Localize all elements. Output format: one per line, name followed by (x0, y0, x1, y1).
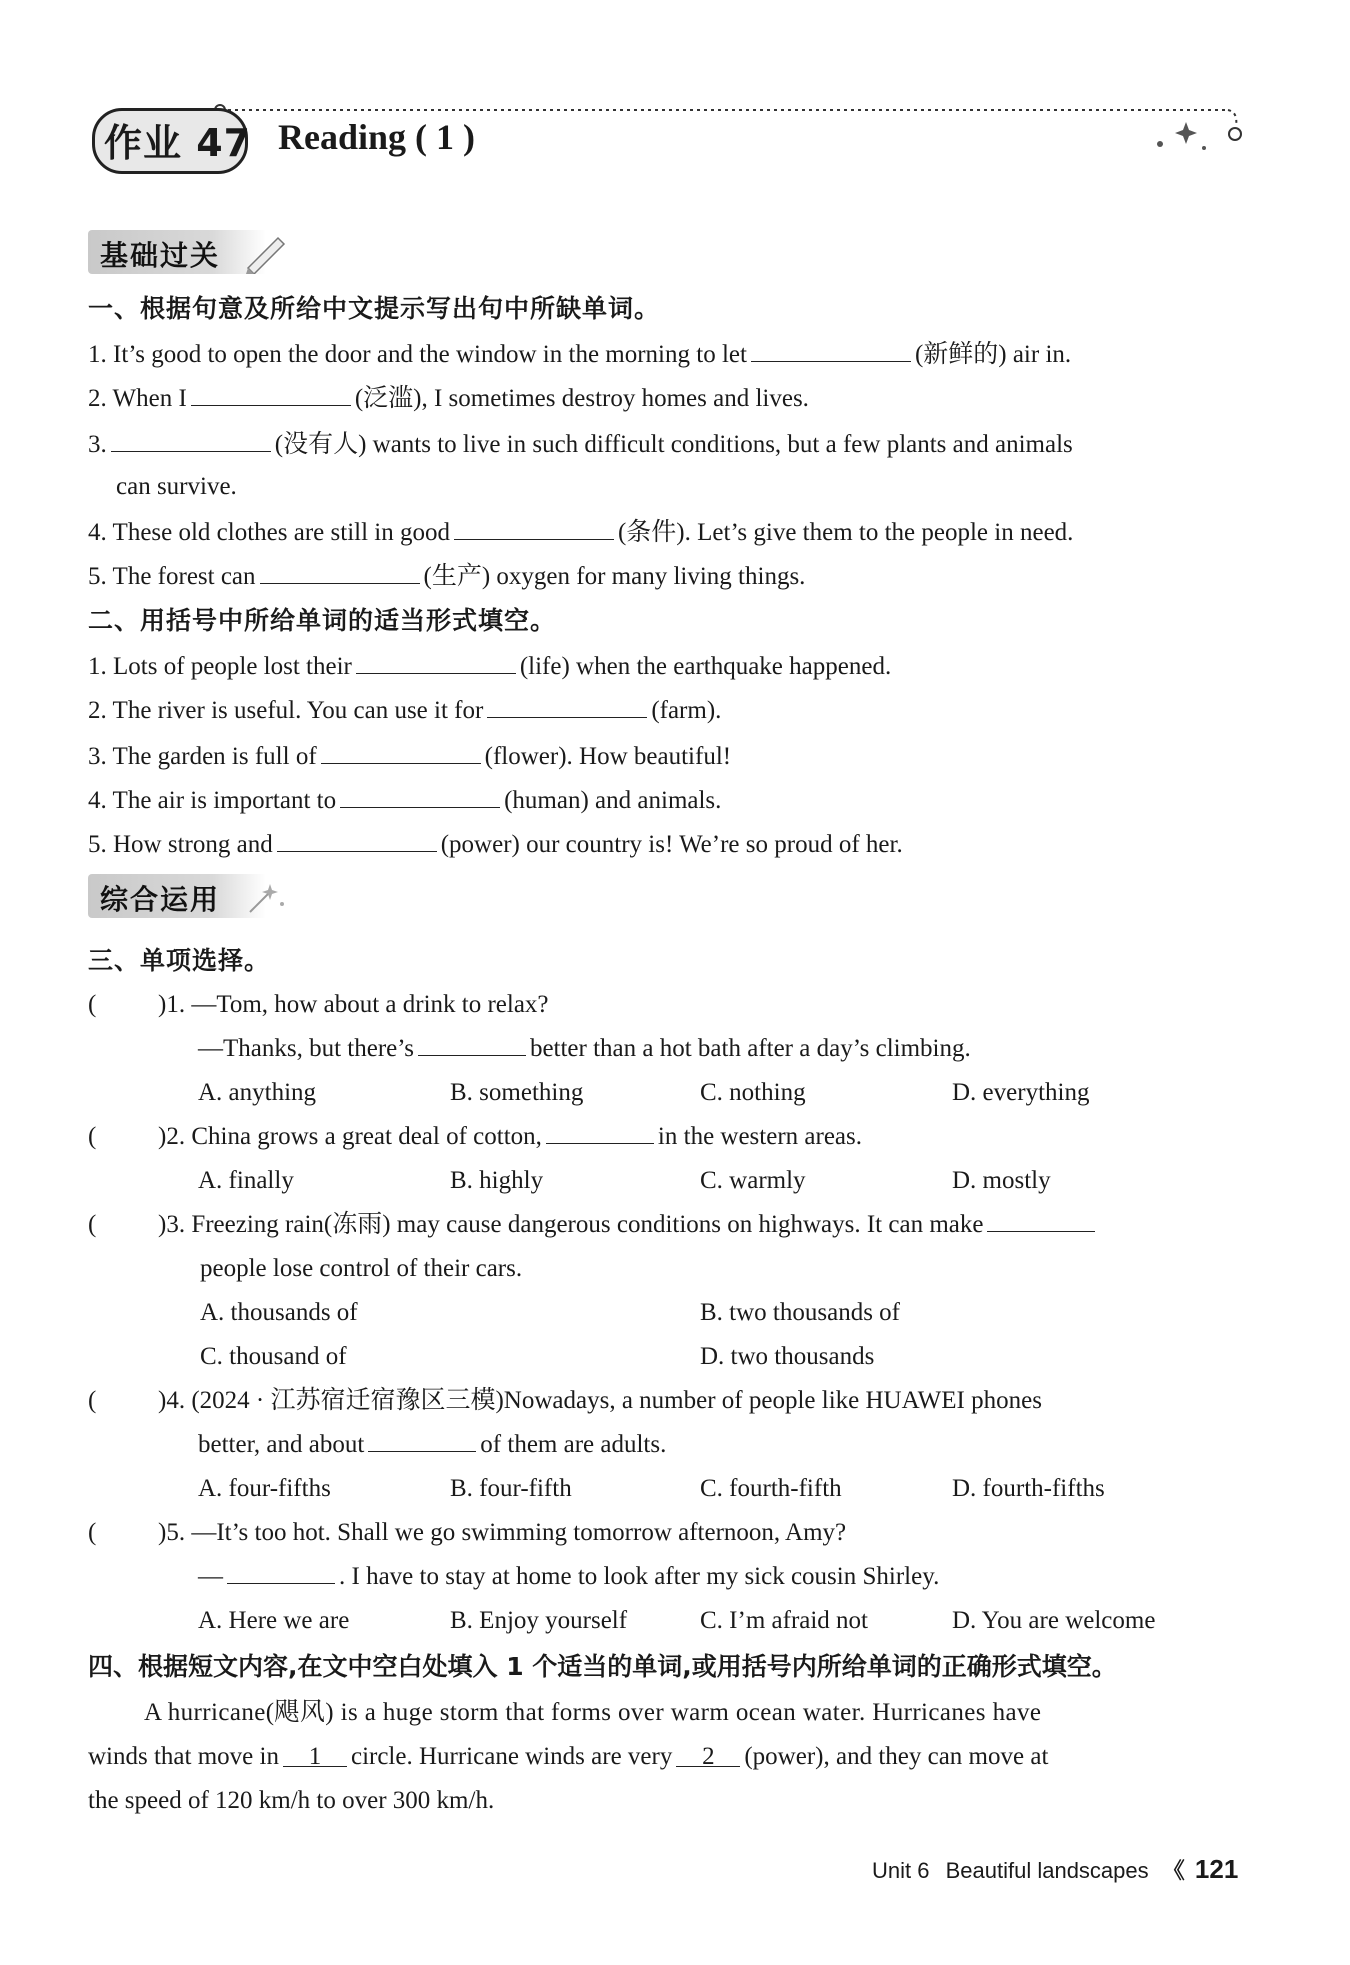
part1-heading: 一、根据句意及所给中文提示写出句中所缺单词。 (88, 294, 661, 323)
footer (872, 1854, 1238, 1885)
answer-paren[interactable]: ( (88, 1519, 97, 1546)
option-d[interactable]: D. two thousands (700, 1343, 875, 1370)
answer-blank[interactable] (277, 829, 437, 852)
part3-heading: 三、单项选择。 (88, 946, 271, 975)
mc-q5-stem2: — . I have to stay at home to look after my sick cousin Shirley. (198, 1563, 940, 1590)
answer-blank[interactable] (260, 561, 420, 584)
answer-paren[interactable]: ( (88, 1211, 97, 1238)
answer-blank[interactable] (368, 1429, 476, 1452)
answer-blank[interactable] (191, 383, 351, 406)
answer-blank[interactable] (751, 339, 911, 362)
option-a[interactable]: A. thousands of (200, 1299, 358, 1326)
option-d[interactable]: D. everything (952, 1079, 1090, 1106)
mc-q1-stem: )1. —Tom, how about a drink to relax? (158, 991, 549, 1018)
question-1-2: 2. When I (泛滥), I sometimes destroy homes and lives. (88, 385, 809, 412)
question-1-1: 1. It’s good to open the door and the window in the morning to let (新鲜的) air in. (88, 341, 1072, 368)
answer-blank[interactable] (227, 1561, 335, 1584)
question-1-5: 5. The forest can (生产) oxygen for many living things. (88, 563, 806, 590)
passage-blank-1[interactable]: 1 (283, 1740, 347, 1767)
footer-title: Beautiful landscapes (945, 1858, 1149, 1883)
page-title: Reading ( 1 ) (278, 117, 475, 157)
double-chevron-left-icon: 《 (1162, 1858, 1185, 1883)
option-b[interactable]: B. something (450, 1079, 584, 1106)
option-a[interactable]: A. finally (198, 1167, 294, 1194)
mc-q2-stem: )2. China grows a great deal of cotton, in the western areas. (158, 1123, 862, 1150)
option-b[interactable]: B. two thousands of (700, 1299, 900, 1326)
page-number: 121 (1194, 1854, 1239, 1884)
mc-q3-stem: )3. Freezing rain(冻雨) may cause dangerous conditions on highways. It can make (158, 1208, 1099, 1242)
passage-line-2: winds that move in 1 circle. Hurricane winds are very 2 (power), and they can move at (88, 1740, 1280, 1774)
section-label: 综合运用 (100, 883, 221, 916)
option-a[interactable]: A. Here we are (198, 1607, 350, 1634)
answer-paren[interactable]: ( (88, 991, 97, 1018)
homework-number: 作业 47 (104, 121, 252, 165)
pencil-icon (242, 232, 288, 274)
answer-paren[interactable]: ( (88, 1387, 97, 1414)
option-b[interactable]: B. Enjoy yourself (450, 1607, 628, 1634)
question-1-4: 4. These old clothes are still in good (条件). Let’s give them to the people in need. (88, 519, 1074, 546)
footer-unit: Unit 6 (872, 1858, 930, 1883)
option-b[interactable]: B. four-fifth (450, 1475, 572, 1502)
passage-line-1: A hurricane(飓风) is a huge storm that forms over warm ocean water. Hurricanes have (144, 1699, 1042, 1726)
option-a[interactable]: A. anything (198, 1079, 317, 1106)
question-2-5: 5. How strong and (power) our country is! We’re so proud of her. (88, 831, 903, 858)
option-d[interactable]: D. You are welcome (952, 1607, 1156, 1634)
answer-blank[interactable] (454, 517, 614, 540)
section-tab-basic (88, 230, 266, 274)
header-decoration (88, 96, 1248, 186)
question-2-2: 2. The river is useful. You can use it for (farm). (88, 697, 722, 724)
part2-heading: 二、用括号中所给单词的适当形式填空。 (88, 606, 557, 635)
option-c[interactable]: C. warmly (700, 1167, 806, 1194)
answer-blank[interactable] (487, 695, 647, 718)
question-1-3-cont: can survive. (116, 473, 237, 500)
sparkle-icon (240, 878, 290, 918)
passage-blank-2[interactable]: 2 (676, 1740, 740, 1767)
mc-q1-stem2: —Thanks, but there’s better than a hot bath after a day’s climbing. (198, 1035, 971, 1062)
option-c[interactable]: C. fourth-fifth (700, 1475, 842, 1502)
passage-line-3: the speed of 120 km/h to over 300 km/h. (88, 1787, 495, 1814)
question-2-3: 3. The garden is full of (flower). How beautiful! (88, 743, 732, 770)
answer-blank[interactable] (418, 1033, 526, 1056)
answer-blank[interactable] (356, 651, 516, 674)
answer-blank[interactable] (321, 741, 481, 764)
option-c[interactable]: C. thousand of (200, 1343, 347, 1370)
option-a[interactable]: A. four-fifths (198, 1475, 331, 1502)
question-1-3: 3. (没有人) wants to live in such difficult conditions, but a few plants and animals (88, 431, 1073, 458)
option-d[interactable]: D. fourth-fifths (952, 1475, 1105, 1502)
answer-blank[interactable] (340, 785, 500, 808)
option-b[interactable]: B. highly (450, 1167, 544, 1194)
option-d[interactable]: D. mostly (952, 1167, 1051, 1194)
mc-q4-stem2: better, and about of them are adults. (198, 1431, 667, 1458)
section-label: 基础过关 (100, 239, 221, 272)
answer-paren[interactable]: ( (88, 1123, 97, 1150)
mc-q5-stem: )5. —It’s too hot. Shall we go swimming tomorrow afternoon, Amy? (158, 1519, 847, 1546)
part4-heading: 四、根据短文内容,在文中空白处填入 1 个适当的单词,或用括号内所给单词的正确形式填空。 (88, 1652, 1117, 1681)
answer-blank[interactable] (987, 1209, 1095, 1232)
option-c[interactable]: C. nothing (700, 1079, 806, 1106)
answer-blank[interactable] (546, 1121, 654, 1144)
question-2-1: 1. Lots of people lost their (life) when the earthquake happened. (88, 653, 892, 680)
mc-q3-stem2: people lose control of their cars. (200, 1255, 523, 1282)
question-2-4: 4. The air is important to (human) and animals. (88, 787, 722, 814)
mc-q4-stem: )4. (2024 · 江苏宿迁宿豫区三模)Nowadays, a number of people like HUAWEI phones (158, 1387, 1042, 1414)
option-c[interactable]: C. I’m afraid not (700, 1607, 869, 1634)
answer-blank[interactable] (111, 429, 271, 452)
